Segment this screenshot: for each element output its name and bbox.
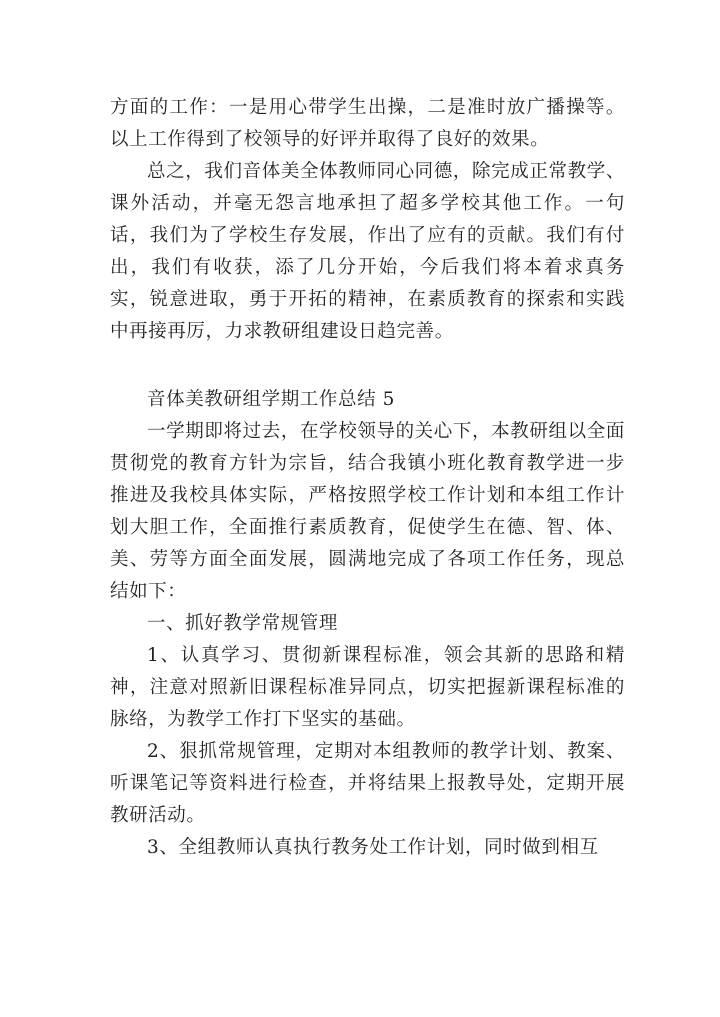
- paragraph: 总之，我们音体美全体教师同心同德，除完成正常教学、课外活动，并毫无怨言地承担了超多学校其他工作。一句话，我们为了学校生存发展，作出了应有的贡献。我们有付出，我们有收获，添了几分开始，今后我们将本着求真务实，锐意进取，勇于开拓的精神，在素质教育的探索和实践中再接再厉，力求教研组建设日趋完善。: [110, 161, 625, 342]
- document-body: [110, 92, 625, 864]
- paragraph: 方面的工作：一是用心带学生出操，二是准时放广播操等。以上工作得到了校领导的好评并取得了良好的效果。: [110, 97, 625, 150]
- list-item: 1、认真学习、贯彻新课程标准，领会其新的思路和精神，注意对照新旧课程标准异同点，切实把握新课程标准的脉络，为教学工作打下坚实的基础。: [110, 645, 625, 730]
- section-spacer: [110, 348, 625, 384]
- list-item: 2、狠抓常规管理，定期对本组教师的教学计划、教案、听课笔记等资料进行检查，并将结果上报教导处，定期开展教研活动。: [110, 741, 625, 826]
- section-title: 音体美教研组学期工作总结 5: [147, 389, 396, 410]
- list-item: 3、全组教师认真执行教务处工作计划，同时做到相互: [147, 837, 599, 858]
- section-heading: 一、抓好教学常规管理: [147, 613, 339, 634]
- paragraph: 一学期即将过去，在学校领导的关心下，本教研组以全面贯彻党的教育方针为宗旨，结合我镇小班化教育教学进一步推进及我校具体实际，严格按照学校工作计划和本组工作计划大胆工作，全面推行素质教育，促使学生在德、智、体、美、劳等方面全面发展，圆满地完成了各项工作任务，现总结如下：: [110, 421, 625, 602]
